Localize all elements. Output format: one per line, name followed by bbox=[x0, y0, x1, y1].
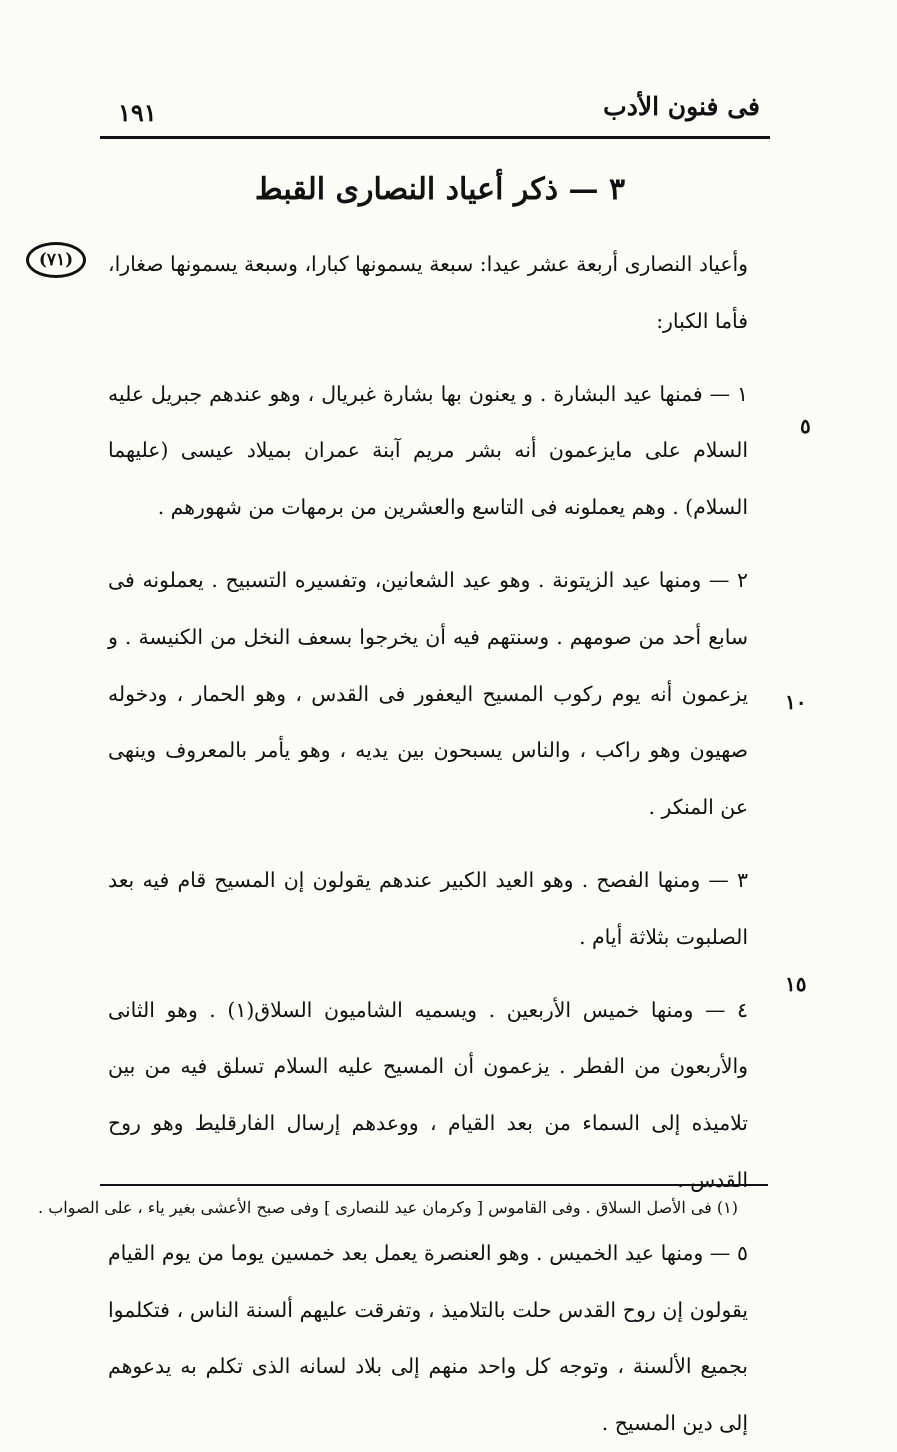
paragraph-feast-1: ١ — فمنها عيد البشارة . و يعنون بها بشارة غبريال ، وهو عندهم جبريل عليه السلام على مايزعمون أنه بشر مريم آبنة عمران بميلاد عيسى (عليهما السلام) . وهم يعملونه فى التاسع والعشرين من برمهات من شهورهم . bbox=[108, 381, 748, 520]
paragraph-feast-3: ٣ — ومنها الفصح . وهو العيد الكبير عندهم يقولون إن المسيح قام فيه بعد الصلبوت بثلاثة أيام . bbox=[108, 867, 748, 949]
line-number-10: ١٠ bbox=[785, 690, 807, 714]
margin-page-reference: (٧١) bbox=[26, 242, 86, 278]
running-title: فى فنون الأدب bbox=[603, 92, 760, 121]
line-number-15: ١٥ bbox=[785, 972, 807, 996]
page-number: ١٩١ bbox=[118, 98, 157, 127]
line-number-5: ٥ bbox=[800, 414, 811, 438]
paragraph-feast-2: ٢ — ومنها عيد الزيتونة . وهو عيد الشعانين، وتفسيره التسبيح . يعملونه فى سابع أحد من صومهم . وسنتهم فيه أن يخرجوا بسعف النخل من الكنيسة . و يزعمون أنه يوم ركوب المسيح اليعفور فى القدس ، وهو الحمار ، ودخوله صهيون وهو راكب ، والناس يسبحون بين يديه ، وهو يأمر بالمعروف وينهى عن المنكر . bbox=[108, 567, 748, 820]
footnote-divider bbox=[100, 1184, 768, 1186]
paragraph-feast-4: ٤ — ومنها خميس الأربعين . ويسميه الشاميون السلاق(١) . وهو الثانى والأربعون من الفطر . يزعمون أن المسيح عليه السلام تسلق فيه من بين تلاميذه إلى السماء من بعد القيام ، ووعدهم إرسال الفارقليط وهو روح القدس . bbox=[108, 997, 748, 1192]
section-title: ٣ — ذكر أعياد النصارى القبط bbox=[254, 172, 626, 207]
footnote: (١) فى الأصل السلاق . وفى القاموس [ وكرمان عيد للنصارى ] وفى صبح الأعشى بغير ياء ، على الصواب . bbox=[38, 1198, 738, 1217]
paragraph-intro: وأعياد النصارى أربعة عشر عيدا: سبعة يسمونها كبارا، وسبعة يسمونها صغارا، فأما الكبار: bbox=[108, 252, 748, 333]
page-header bbox=[100, 92, 770, 139]
paragraph-feast-5: ٥ — ومنها عيد الخميس . وهو العنصرة يعمل بعد خمسين يوما من يوم القيام يقولون إن روح القدس حلت بالتلاميذ ، وتفرقت عليهم ألسنة الناس ، فتكلموا بجميع الألسنة ، وتوجه كل واحد منهم إلى بلاد لسانه الذى تكلم به يدعوهم إلى دين المسيح . bbox=[108, 1240, 748, 1436]
